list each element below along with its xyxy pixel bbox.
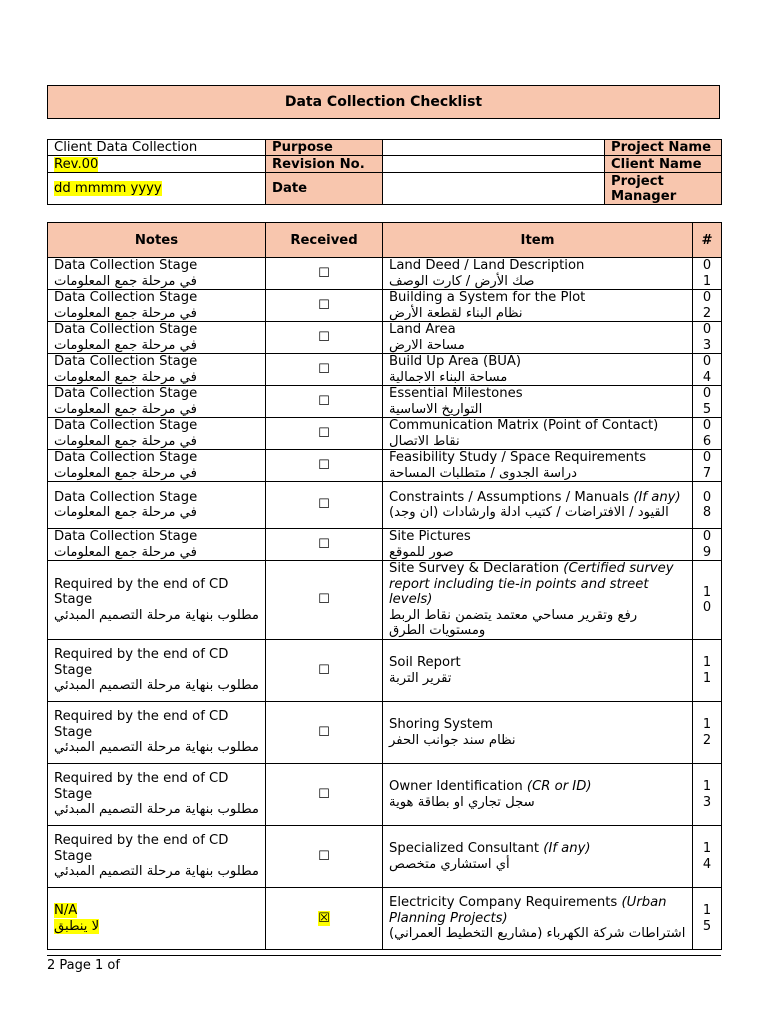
revision-no-label: Revision No. bbox=[266, 156, 383, 173]
item-cell bbox=[383, 702, 693, 764]
item-arabic: نظام البناء لقطعة الأرض bbox=[389, 305, 523, 321]
item-arabic: القيود / الافتراضات / كتيب ادلة وارشادات (ان وجد) bbox=[389, 505, 669, 520]
item-number-digit-1: 0 bbox=[702, 386, 712, 401]
item-number-cell bbox=[693, 888, 722, 950]
purpose-field[interactable] bbox=[383, 140, 605, 156]
item-english-note: (Urban Planning Projects) bbox=[389, 895, 667, 926]
note-arabic: مطلوب بنهاية مرحلة التصميم المبدئي bbox=[53, 607, 259, 623]
client-name-label: Client Name bbox=[605, 156, 722, 173]
note-arabic: لا ينطبق bbox=[54, 918, 100, 934]
table-row bbox=[48, 826, 722, 888]
item-number-digit-1: 1 bbox=[702, 841, 712, 856]
note-arabic: مطلوب بنهاية مرحلة التصميم المبدئي bbox=[53, 740, 259, 756]
note-english: Required by the end of CD Stage bbox=[54, 576, 229, 608]
item-number-cell bbox=[693, 258, 722, 290]
item-number-cell bbox=[693, 386, 722, 418]
item-number-cell bbox=[693, 482, 722, 529]
note-english: Data Collection Stage bbox=[54, 386, 198, 401]
received-checkbox[interactable]: ☐ bbox=[318, 457, 330, 473]
item-cell bbox=[383, 258, 693, 290]
item-number-cell bbox=[693, 450, 722, 482]
item-column-header: Item bbox=[383, 223, 693, 258]
item-cell bbox=[383, 826, 693, 888]
notes-cell bbox=[48, 702, 266, 764]
item-arabic: نظام سند جوانب الحفر bbox=[389, 732, 516, 748]
notes-cell bbox=[48, 640, 266, 702]
item-english: Essential Milestones bbox=[389, 386, 523, 401]
received-cell[interactable] bbox=[266, 561, 383, 640]
date-label: Date bbox=[266, 173, 383, 205]
item-english: Site Pictures bbox=[389, 529, 471, 544]
note-english: Required by the end of CD Stage bbox=[54, 709, 229, 740]
table-row bbox=[48, 888, 722, 950]
received-cell[interactable] bbox=[266, 354, 383, 386]
item-number-digit-1: 0 bbox=[702, 450, 712, 465]
note-english: Data Collection Stage bbox=[54, 489, 198, 505]
item-number-digit-1: 0 bbox=[702, 322, 712, 337]
page-footer: 2 Page 1 of bbox=[47, 958, 120, 973]
note-arabic: في مرحلة جمع المعلومات bbox=[54, 369, 197, 385]
received-cell[interactable] bbox=[266, 888, 383, 950]
table-row bbox=[48, 529, 722, 561]
item-number-digit-2: 2 bbox=[702, 732, 712, 748]
note-english: Required by the end of CD Stage bbox=[54, 771, 229, 802]
notes-cell bbox=[48, 258, 266, 290]
received-cell[interactable] bbox=[266, 826, 383, 888]
note-arabic: في مرحلة جمع المعلومات bbox=[54, 544, 197, 560]
item-number-digit-1: 0 bbox=[702, 354, 712, 369]
notes-cell bbox=[48, 888, 266, 950]
item-number-digit-2: 3 bbox=[702, 794, 712, 810]
notes-cell bbox=[48, 482, 266, 529]
client-data-collection-text: Client Data Collection bbox=[48, 140, 266, 156]
received-cell[interactable] bbox=[266, 640, 383, 702]
item-number-digit-2: 2 bbox=[702, 305, 712, 321]
received-cell[interactable] bbox=[266, 418, 383, 450]
item-english: Specialized Consultant bbox=[389, 841, 540, 856]
document-title: Data Collection Checklist bbox=[47, 85, 720, 119]
item-number-digit-1: 1 bbox=[702, 584, 712, 600]
item-number-digit-1: 0 bbox=[702, 418, 712, 433]
notes-cell bbox=[48, 322, 266, 354]
table-row bbox=[48, 482, 722, 529]
notes-cell bbox=[48, 561, 266, 640]
received-checkbox[interactable]: ☐ bbox=[318, 848, 330, 864]
item-english-note: (CR or ID) bbox=[526, 779, 592, 794]
item-number-digit-2: 5 bbox=[702, 918, 712, 934]
note-arabic: في مرحلة جمع المعلومات bbox=[54, 273, 197, 289]
item-english: Build Up Area (BUA) bbox=[389, 354, 522, 369]
item-number-cell bbox=[693, 826, 722, 888]
received-checkbox[interactable]: ☐ bbox=[318, 361, 330, 377]
item-english-note: (Certified survey report including tie-in points and street levels) bbox=[389, 561, 674, 608]
item-cell bbox=[383, 561, 693, 640]
item-cell bbox=[383, 290, 693, 322]
revision-field[interactable] bbox=[383, 156, 605, 173]
notes-cell bbox=[48, 764, 266, 826]
table-row bbox=[48, 561, 722, 640]
item-number-digit-2: 0 bbox=[702, 600, 712, 615]
received-cell[interactable] bbox=[266, 258, 383, 290]
note-english: N/A bbox=[54, 903, 78, 918]
item-english-note: (If any) bbox=[543, 841, 591, 856]
table-row bbox=[48, 322, 722, 354]
item-number-cell bbox=[693, 764, 722, 826]
received-checkbox[interactable]: ☐ bbox=[318, 265, 330, 281]
note-arabic: في مرحلة جمع المعلومات bbox=[54, 305, 197, 321]
note-english: Data Collection Stage bbox=[54, 290, 198, 305]
item-english: Electricity Company Requirements bbox=[389, 895, 618, 911]
received-checkbox[interactable]: ☐ bbox=[318, 786, 330, 802]
item-number-cell bbox=[693, 561, 722, 640]
item-english: Land Deed / Land Description bbox=[389, 258, 585, 273]
received-checkbox[interactable]: ☐ bbox=[318, 329, 330, 345]
item-number-cell bbox=[693, 529, 722, 561]
table-row bbox=[48, 702, 722, 764]
item-cell bbox=[383, 529, 693, 561]
note-english: Data Collection Stage bbox=[54, 450, 198, 465]
received-column-header: Received bbox=[266, 223, 383, 258]
header-info-table bbox=[47, 139, 722, 205]
received-checkbox[interactable]: ☐ bbox=[318, 592, 330, 608]
item-number-cell bbox=[693, 354, 722, 386]
note-arabic: في مرحلة جمع المعلومات bbox=[54, 465, 197, 481]
table-row bbox=[48, 418, 722, 450]
notes-cell bbox=[48, 418, 266, 450]
date-value-cell[interactable] bbox=[48, 173, 266, 205]
table-row bbox=[48, 764, 722, 826]
received-cell[interactable] bbox=[266, 702, 383, 764]
purpose-label: Purpose bbox=[266, 140, 383, 156]
item-cell bbox=[383, 386, 693, 418]
project-name-label: Project Name bbox=[605, 140, 722, 156]
item-number-digit-2: 5 bbox=[702, 401, 712, 417]
received-checkbox[interactable]: ☐ bbox=[318, 297, 330, 313]
received-cell[interactable] bbox=[266, 386, 383, 418]
received-cell[interactable] bbox=[266, 529, 383, 561]
item-english: Soil Report bbox=[389, 655, 461, 670]
item-number-digit-2: 4 bbox=[702, 369, 712, 385]
received-checkbox[interactable]: ☒ bbox=[318, 910, 330, 926]
received-checkbox[interactable]: ☐ bbox=[318, 425, 330, 441]
item-number-digit-1: 1 bbox=[702, 903, 712, 918]
received-cell[interactable] bbox=[266, 290, 383, 322]
notes-cell bbox=[48, 826, 266, 888]
item-cell bbox=[383, 418, 693, 450]
note-english: Data Collection Stage bbox=[54, 258, 198, 273]
item-number-digit-1: 1 bbox=[702, 717, 712, 732]
note-english: Data Collection Stage bbox=[54, 322, 198, 337]
item-number-digit-1: 0 bbox=[702, 290, 712, 305]
item-arabic: سجل تجاري او بطاقة هوية bbox=[389, 794, 535, 810]
note-arabic: في مرحلة جمع المعلومات bbox=[54, 505, 197, 520]
note-arabic: في مرحلة جمع المعلومات bbox=[54, 337, 197, 353]
note-arabic: مطلوب بنهاية مرحلة التصميم المبدئي bbox=[53, 864, 259, 880]
item-number-digit-2: 7 bbox=[702, 465, 712, 481]
item-number-cell bbox=[693, 418, 722, 450]
item-arabic: اشتراطات شركة الكهرباء (مشاريع التخطيط العمراني) bbox=[389, 926, 686, 942]
note-english: Data Collection Stage bbox=[54, 418, 198, 433]
number-column-header: # bbox=[693, 223, 722, 258]
item-arabic: التواريخ الاساسية bbox=[389, 401, 483, 417]
item-english: Constraints / Assumptions / Manuals bbox=[389, 489, 630, 505]
item-number-digit-2: 6 bbox=[702, 433, 712, 449]
table-row bbox=[48, 258, 722, 290]
item-english: Feasibility Study / Space Requirements bbox=[389, 450, 647, 465]
item-number-digit-2: 8 bbox=[702, 505, 712, 520]
item-number-digit-1: 1 bbox=[702, 655, 712, 670]
table-row bbox=[48, 640, 722, 702]
item-english: Building a System for the Plot bbox=[389, 290, 586, 305]
received-checkbox[interactable]: ☐ bbox=[318, 393, 330, 409]
item-number-digit-1: 0 bbox=[702, 529, 712, 544]
received-checkbox[interactable]: ☐ bbox=[318, 724, 330, 740]
notes-cell bbox=[48, 529, 266, 561]
item-number-digit-1: 0 bbox=[702, 489, 712, 505]
footer-divider bbox=[47, 955, 721, 956]
notes-cell bbox=[48, 386, 266, 418]
item-number-cell bbox=[693, 702, 722, 764]
item-number-digit-2: 3 bbox=[702, 337, 712, 353]
received-cell[interactable] bbox=[266, 322, 383, 354]
item-number-cell bbox=[693, 322, 722, 354]
item-cell bbox=[383, 450, 693, 482]
item-number-digit-2: 9 bbox=[702, 544, 712, 560]
item-cell bbox=[383, 888, 693, 950]
received-checkbox[interactable]: ☐ bbox=[318, 662, 330, 678]
date-field[interactable] bbox=[383, 173, 605, 205]
item-arabic: مساحة البناء الاجمالية bbox=[389, 369, 508, 385]
item-cell bbox=[383, 354, 693, 386]
item-english: Shoring System bbox=[389, 717, 493, 732]
item-number-digit-1: 0 bbox=[702, 258, 712, 273]
note-english: Data Collection Stage bbox=[54, 354, 198, 369]
received-cell[interactable] bbox=[266, 482, 383, 529]
note-english: Required by the end of CD Stage bbox=[54, 833, 229, 864]
revision-value: Rev.00 bbox=[54, 156, 99, 172]
note-arabic: في مرحلة جمع المعلومات bbox=[54, 401, 197, 417]
item-arabic: صور للموقع bbox=[389, 544, 454, 560]
item-cell bbox=[383, 482, 693, 529]
item-number-digit-2: 1 bbox=[702, 273, 712, 289]
item-cell bbox=[383, 640, 693, 702]
notes-cell bbox=[48, 290, 266, 322]
note-english: Data Collection Stage bbox=[54, 529, 198, 544]
revision-value-cell[interactable] bbox=[48, 156, 266, 173]
item-arabic: صك الأرض / كارت الوصف bbox=[389, 273, 535, 289]
project-manager-label: Project Manager bbox=[605, 173, 722, 205]
item-arabic: تقرير التربة bbox=[389, 670, 452, 686]
item-arabic: رفع وتقرير مساحي معتمد يتضمن نقاط الربط ومستويات الطرق bbox=[389, 607, 638, 639]
table-row bbox=[48, 354, 722, 386]
received-checkbox[interactable]: ☐ bbox=[318, 497, 330, 513]
table-row bbox=[48, 386, 722, 418]
item-english: Owner Identification bbox=[389, 779, 523, 794]
received-cell[interactable] bbox=[266, 764, 383, 826]
checklist-table bbox=[47, 222, 722, 950]
item-arabic: دراسة الجدوى / متطلبات المساحة bbox=[389, 465, 577, 481]
notes-column-header: Notes bbox=[48, 223, 266, 258]
table-row bbox=[48, 450, 722, 482]
note-english: Required by the end of CD Stage bbox=[54, 647, 229, 678]
notes-cell bbox=[48, 354, 266, 386]
notes-cell bbox=[48, 450, 266, 482]
item-arabic: أي استشاري متخصص bbox=[389, 856, 510, 872]
item-english: Site Survey & Declaration bbox=[389, 561, 560, 577]
received-cell[interactable] bbox=[266, 450, 383, 482]
item-number-digit-2: 4 bbox=[702, 856, 712, 872]
item-number-cell bbox=[693, 290, 722, 322]
note-arabic: مطلوب بنهاية مرحلة التصميم المبدئي bbox=[53, 802, 259, 818]
item-cell bbox=[383, 764, 693, 826]
item-english-note: (If any) bbox=[633, 489, 681, 505]
item-arabic: مساحة الارض bbox=[389, 337, 465, 353]
received-checkbox[interactable]: ☐ bbox=[318, 536, 330, 552]
item-number-digit-1: 1 bbox=[702, 779, 712, 794]
item-english: Communication Matrix (Point of Contact) bbox=[389, 418, 659, 433]
note-arabic: مطلوب بنهاية مرحلة التصميم المبدئي bbox=[53, 678, 259, 694]
date-value: dd mmmm yyyy bbox=[54, 181, 162, 196]
table-row bbox=[48, 290, 722, 322]
item-english: Land Area bbox=[389, 322, 456, 337]
note-arabic: في مرحلة جمع المعلومات bbox=[54, 433, 197, 449]
item-number-cell bbox=[693, 640, 722, 702]
item-cell bbox=[383, 322, 693, 354]
item-arabic: نقاط الاتصال bbox=[389, 433, 460, 449]
item-number-digit-2: 1 bbox=[702, 670, 712, 686]
